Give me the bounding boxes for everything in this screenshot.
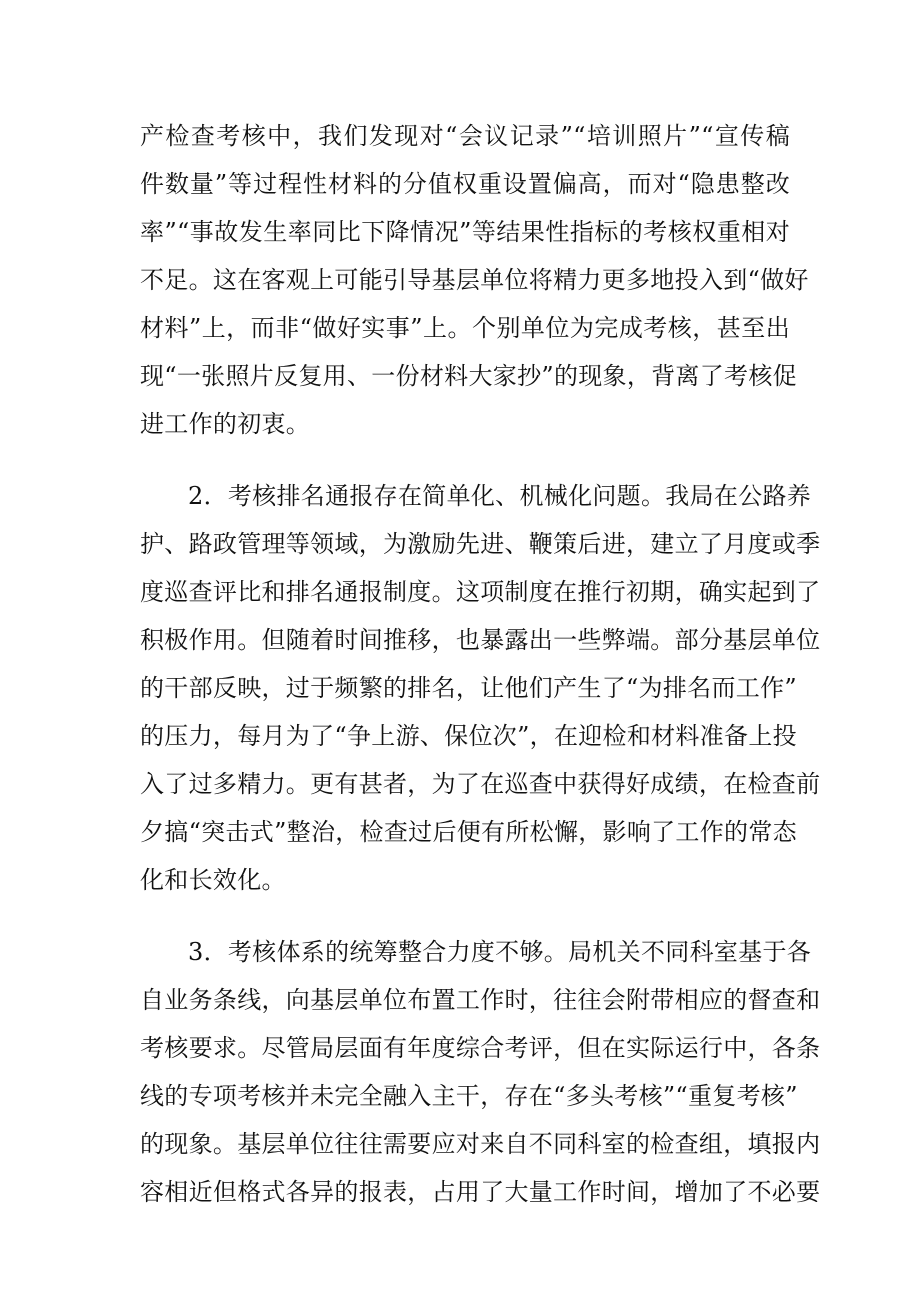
- text-line-12: 的干部反映，过于频繁的排名，让他们产生了“为排名而工作”: [140, 674, 797, 702]
- text-line-1: 产检查考核中，我们发现对“会议记录”“培训照片”“宣传稿: [140, 122, 790, 150]
- text-line-9: 护、路政管理等领域，为激励先进、鞭策后进，建立了月度或季: [140, 530, 821, 558]
- text-line-11: 积极作用。但随着时间推移，也暴露出一些弊端。部分基层单位: [140, 626, 821, 654]
- text-line-20: 线的专项考核并未完全融入主干，存在“多头考核”“重复考核”: [140, 1082, 798, 1110]
- text-line-15: 夕搞“突击式”整治，检查过后便有所松懈，影响了工作的常态: [140, 818, 797, 846]
- text-line-5: 材料”上，而非“做好实事”上。个别单位为完成考核，甚至出: [140, 314, 790, 342]
- paragraph-2-first-line: 2．考核排名通报存在简单化、机械化问题。我局在公路养: [188, 482, 812, 510]
- text-line-19: 考核要求。尽管局层面有年度综合考评，但在实际运行中，各条: [140, 1034, 821, 1062]
- text-line-2: 件数量”等过程性材料的分值权重设置偏高，而对“隐患整改: [140, 170, 790, 198]
- text-line-10: 度巡查评比和排名通报制度。这项制度在推行初期，确实起到了: [140, 578, 821, 606]
- text-line-7: 进工作的初衷。: [140, 410, 311, 438]
- text-line-4: 不足。这在客观上可能引导基层单位将精力更多地投入到“做好: [140, 266, 809, 294]
- paragraph-3-first-line: 3．考核体系的统筹整合力度不够。局机关不同科室基于各: [188, 938, 812, 966]
- text-line-13: 的压力，每月为了“争上游、保位次”，在迎检和材料准备上投: [140, 722, 797, 750]
- text-line-21: 的现象。基层单位往往需要应对来自不同科室的检查组，填报内: [140, 1130, 821, 1158]
- text-line-6: 现“一张照片反复用、一份材料大家抄”的现象，背离了考核促: [140, 362, 797, 390]
- text-line-16: 化和长效化。: [140, 866, 286, 894]
- text-line-22: 容相近但格式各异的报表，占用了大量工作时间，增加了不必要: [140, 1178, 821, 1206]
- text-line-18: 自业务条线，向基层单位布置工作时，往往会附带相应的督查和: [140, 986, 821, 1014]
- text-line-14: 入了过多精力。更有甚者，为了在巡查中获得好成绩，在检查前: [140, 770, 821, 798]
- text-line-3: 率”“事故发生率同比下降情况”等结果性指标的考核权重相对: [140, 218, 790, 246]
